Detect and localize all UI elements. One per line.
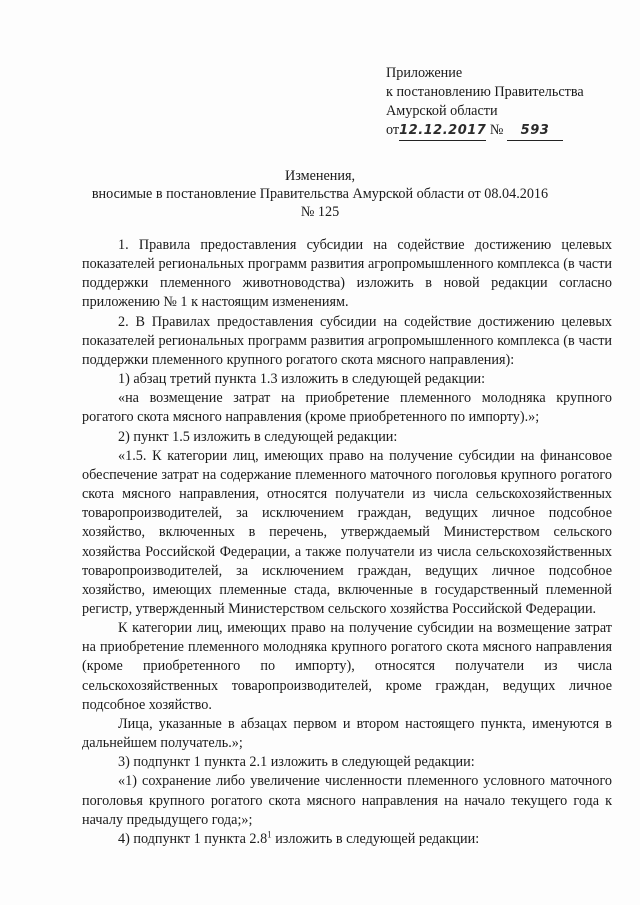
paragraph: К категории лиц, имеющих право на получение субсидии на возмещение затрат на приобретение племенного молодняка крупного рогатого скота мясного направления (кроме приобретенного по импорту), относятся получатели из числа сельскохозяйственных товаропроизводителей, кроме граждан, ведущих личное подсобное хозяйство. xyxy=(82,620,612,713)
paragraph: 1) абзац третий пункта 1.3 изложить в следующей редакции: xyxy=(118,371,486,388)
number-prefix: № xyxy=(489,122,504,138)
handwritten-date: 12.12.2017 xyxy=(399,121,486,141)
handwritten-number: 593 xyxy=(507,121,563,141)
appendix-line: Амурской области xyxy=(386,103,498,119)
paragraph: «на возмещение затрат на приобретение племенного молодняка крупного рогатого скота мясного направления (кроме приобретенного по импорту).»; xyxy=(82,390,612,426)
last-line-text-end: изложить в следующей редакции: xyxy=(271,830,480,847)
paragraph-last xyxy=(82,830,612,849)
date-prefix: от xyxy=(386,122,400,138)
appendix-line: к постановлению Правительства xyxy=(386,84,584,100)
paragraph: 1. Правила предоставления субсидии на содействие достижению целевых показателей региональных программ развития агропромышленного комплекса (в части поддержки племенного животноводства) изложить в новой редакции согласно приложению № 1 к настоящим изменениям. xyxy=(82,237,612,311)
appendix-line: Приложение xyxy=(386,65,463,81)
paragraph: 3) подпункт 1 пункта 2.1 изложить в следующей редакции: xyxy=(118,754,475,771)
document-number: № 125 xyxy=(300,204,340,220)
appendix-date-line xyxy=(386,121,626,141)
document-subtitle: вносимые в постановление Правительства Амурской области от 08.04.2016 xyxy=(91,186,549,202)
paragraph: 2. В Правилах предоставления субсидии на содействие достижению целевых показателей региональных программ развития агропромышленного комплекса (в части поддержки племенного крупного рогатого скота мясного направления): xyxy=(82,313,612,368)
last-line-text: 4) подпункт 1 пункта 2.8 xyxy=(118,830,268,847)
paragraph: «1.5. К категории лиц, имеющих право на получение субсидии на финансовое обеспечение затрат на содержание племенного маточного поголовья крупного рогатого скота мясного направления, относятся получатели из числа сельскохозяйственных товаропроизводителей, за исключением граждан, ведущих личное подсобное хозяйство, включенных в перечень, утверждаемый Министерством сельского хозяйства Российской Федерации, а также получатели из числа сельскохозяйственных товаропроизводителей, за исключением граждан, ведущих личное подсобное хозяйство, имеющих племенные стада, включенные в государственный племенной регистр, утвержденный Министерством сельского хозяйства Российской Федерации. xyxy=(82,447,612,617)
appendix-block xyxy=(386,64,626,141)
paragraph: 2) пункт 1.5 изложить в следующей редакции: xyxy=(118,428,398,445)
paragraph: «1) сохранение либо увеличение численности племенного условного маточного поголовья крупного рогатого скота мясного направления на начало текущего года к началу предыдущего года;»; xyxy=(82,773,612,828)
paragraph: Лица, указанные в абзацах первом и втором настоящего пункта, именуются в дальнейшем получатель.»; xyxy=(82,715,612,752)
document-title: Изменения, xyxy=(284,168,356,184)
superscript: 1 xyxy=(267,829,272,840)
document-body xyxy=(82,236,612,849)
